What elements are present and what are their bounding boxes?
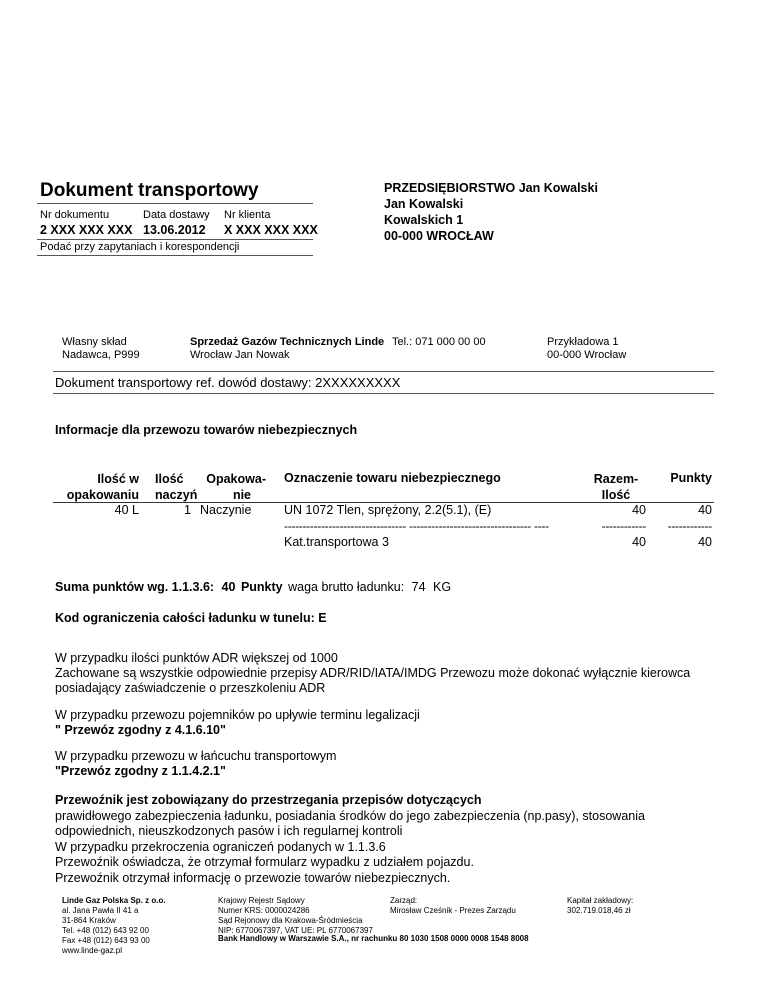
paragraph-legalizacja-line-2: " Przewóz zgodny z 4.1.6.10"	[55, 723, 226, 737]
summary-weight-unit: KG	[433, 580, 452, 594]
recipient-line-4: 00-000 WROCŁAW	[384, 229, 494, 243]
paragraph-lancuch-line-1: W przypadku przewozu w łańcuchu transportowym	[55, 749, 337, 763]
summary-weight-value: 74	[411, 580, 426, 594]
sender-col-4-line-1: Przykładowa 1	[547, 336, 619, 348]
paragraph-przewoznik-line-5: Przewoźnik oświadcza, że otrzymał formularz wypadku z udziałem pojazdu.	[55, 855, 474, 869]
document-title: Dokument transportowy	[40, 180, 259, 201]
footer-krs-4: NIP: 6770067397, VAT UE: PL 6770067397	[218, 926, 373, 935]
nr-klienta-value: X XXX XXX XXX	[224, 223, 318, 237]
sender-col-2-line-1: Sprzedaż Gazów Technicznych Linde	[190, 336, 385, 348]
tunnel-code: Kod ograniczenia całości ładunku w tunelu: E	[55, 611, 327, 625]
cell-ilosc-w-opakowaniu: 40 L	[114, 503, 139, 517]
footer-board-1: Zarząd:	[390, 896, 418, 905]
footer-capital-1: Kapitał zakładowy:	[567, 896, 634, 905]
header-ilosc-w-line-2: opakowaniu	[66, 488, 139, 502]
header-ilosc-line-1: Ilość	[155, 472, 184, 486]
nr-dokumentu-label: Nr dokumentu	[40, 209, 110, 221]
footer-fax: Fax +48 (012) 643 93 00	[62, 936, 150, 945]
cell-opakowanie: Naczynie	[200, 503, 252, 517]
dashes-main: --------------------------------- --------------------------------- ----	[284, 519, 549, 533]
footer-tel: Tel. +48 (012) 643 92 00	[62, 926, 149, 935]
header-punkty: Punkty	[670, 471, 712, 485]
nr-klienta-label: Nr klienta	[224, 209, 271, 221]
sender-col-1	[62, 336, 140, 362]
recipient-address	[384, 180, 598, 244]
footer-www: www.linde-gaz.pl	[62, 946, 123, 955]
footer-krs	[218, 896, 373, 936]
header-values-rule	[37, 239, 313, 240]
ref-rule-top	[53, 371, 714, 372]
footer-board	[390, 896, 516, 916]
reference-line: Dokument transportowy ref. dowód dostawy: 2XXXXXXXXX	[55, 375, 401, 390]
header-ilosc-w-opakowaniu	[40, 471, 139, 503]
cell-oznaczenie: UN 1072 Tlen, sprężony, 2.2(5.1), (E)	[284, 503, 492, 517]
cell-razem: 40	[632, 503, 646, 517]
nr-dokumentu-value: 2 XXX XXX XXX	[40, 223, 133, 237]
header-oznaczenie: Oznaczenie towaru niebezpiecznego	[284, 471, 501, 485]
summary-value-label: Punkty	[240, 580, 283, 594]
kat-punkty: 40	[698, 535, 712, 549]
sender-col-1-line-2: Nadawca, P999	[62, 349, 140, 361]
header-opakowanie-line-2: nie	[232, 488, 251, 502]
sender-phone: Tel.: 071 000 00 00	[392, 336, 486, 348]
paragraph-lancuch-line-2: "Przewóz zgodny z 1.1.4.2.1"	[55, 764, 226, 778]
footer-company	[62, 896, 166, 956]
sender-col-4	[547, 336, 626, 362]
paragraph-przewoznik-line-1: Przewoźnik jest zobowiązany do przestrzegania przepisów dotyczących	[55, 793, 482, 807]
paragraph-przewoznik-line-3: odpowiednich, nieuszkodzonych pasów i ich regularnej kontroli	[55, 824, 403, 838]
summary-label: Suma punktów wg. 1.1.3.6:	[55, 580, 215, 594]
paragraph-przewoznik-line-4: W przypadku przekroczenia ograniczeń podanych w 1.1.3.6	[55, 839, 386, 854]
paragraph-adr-line-3: posiadający zaświadczenie o przeszkoleniu ADR	[55, 681, 326, 695]
paragraph-przewoznik-line-6: Przewoźnik otrzymał informację o przewozie towarów niebezpiecznych.	[55, 870, 451, 885]
recipient-line-2: Jan Kowalski	[384, 197, 464, 211]
footer-company-name: Linde Gaz Polska Sp. z o.o.	[62, 896, 166, 905]
sender-col-4-line-2: 00-000 Wrocław	[547, 349, 627, 361]
header-opakowanie	[196, 471, 266, 503]
footer-krs-2: Numer KRS: 0000024286	[218, 906, 310, 915]
paragraph-lancuch	[55, 749, 336, 779]
summary-value: 40	[221, 580, 236, 594]
header-razem-line-2: Ilość	[601, 488, 631, 502]
correspondence-note: Podać przy zapytaniach i korespondencji	[40, 241, 240, 253]
data-dostawy-value: 13.06.2012	[143, 223, 206, 237]
cell-ilosc-naczyn: 1	[184, 503, 191, 517]
header-ilosc-line-2: naczyń	[155, 488, 198, 502]
paragraph-adr-line-2: Zachowane są wszystkie odpowiednie przepisy ADR/RID/IATA/IMDG Przewozu może dokonać wyłącznie kierowca	[55, 666, 691, 680]
footer-capital	[567, 896, 633, 916]
footer-addr-2: 31-864 Kraków	[62, 916, 116, 925]
points-summary	[55, 580, 451, 594]
kat-razem: 40	[632, 535, 646, 549]
header-opakowanie-line-1: Opakowa-	[206, 472, 266, 486]
paragraph-legalizacja-line-1: W przypadku przewozu pojemników po upływie terminu legalizacji	[55, 708, 420, 722]
cell-punkty: 40	[698, 503, 712, 517]
footer-bank: Bank Handlowy w Warszawie S.A., nr rachunku 80 1030 1508 0000 0008 1548 8008	[218, 934, 529, 943]
dashes-razem: ------------	[601, 519, 646, 533]
recipient-line-3: Kowalskich 1	[384, 213, 464, 227]
paragraph-przewoznik-line-2: prawidłowego zabezpieczenia ładunku, posiadania środków do jego zabezpieczenia (np.pasy), stosowania	[55, 808, 645, 823]
recipient-line-1: PRZEDSIĘBIORSTWO Jan Kowalski	[384, 181, 598, 195]
sender-col-1-line-1: Własny skład	[62, 336, 127, 348]
kat-label: Kat.transportowa 3	[284, 535, 389, 549]
footer-krs-3: Sąd Rejonowy dla Krakowa-Śródmieścia	[218, 916, 363, 925]
header-razem-ilosc	[586, 471, 646, 503]
header-ilosc-naczyn	[155, 471, 197, 503]
sender-col-2-line-2: Wrocław Jan Nowak	[190, 349, 290, 361]
footer-addr-1: al. Jana Pawła II 41 a	[62, 906, 139, 915]
sender-col-2	[190, 336, 384, 362]
paragraph-adr	[55, 651, 690, 696]
section-title: Informacje dla przewozu towarów niebezpiecznych	[55, 423, 358, 437]
data-dostawy-label: Data dostawy	[143, 209, 210, 221]
footer-board-2: Mirosław Cześnik - Prezes Zarządu	[390, 906, 516, 915]
paragraph-legalizacja	[55, 708, 420, 738]
footer-capital-2: 302.719.018,46 zł	[567, 906, 631, 915]
header-razem-line-1: Razem-	[593, 472, 639, 486]
footer-krs-1: Krajowy Rejestr Sądowy	[218, 896, 305, 905]
paragraph-adr-line-1: W przypadku ilości punktów ADR większej od 1000	[55, 651, 338, 665]
dashes-punkty: ------------	[667, 519, 712, 533]
title-rule	[37, 203, 313, 204]
ref-rule-bottom	[53, 393, 714, 394]
summary-weight-label: waga brutto ładunku:	[288, 580, 405, 594]
header-ilosc-w-line-1: Ilość w	[97, 472, 139, 486]
note-rule	[37, 255, 313, 256]
paragraph-przewoznik	[55, 793, 645, 886]
